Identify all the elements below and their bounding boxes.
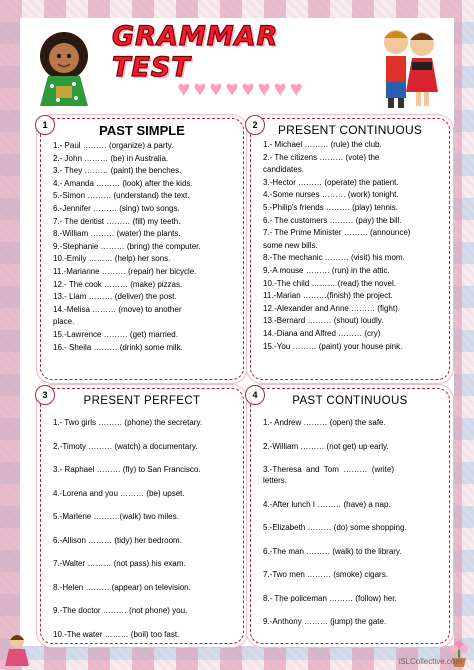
exercise-item: 6.- The customers ……… (pay) the bill. — [263, 215, 402, 225]
kids-clipart — [368, 22, 448, 110]
exercise-item: 2.- The citizens ……… (vote) the — [263, 152, 380, 162]
exercise-item: 9.-Stephanie ……… (bring) the computer. — [53, 241, 201, 251]
section-number: 1 — [35, 115, 55, 135]
exercise-item: 8.-The mechanic ……… (visit) his mom. — [263, 253, 405, 263]
hearts-row — [130, 76, 350, 102]
exercise-item: 2.-William ……… (not get) up early. — [263, 441, 389, 451]
exercise-item: 6.-Allison ……… (tidy) her bedroom. — [53, 535, 182, 545]
heart-icon: ♥ — [257, 76, 271, 101]
exercise-item: 3.-Theresa and Tom ……… (write) letters. — [263, 465, 394, 485]
exercise-item: 11.-Marian ………(finish) the project. — [263, 291, 393, 301]
girl-clipart — [28, 26, 100, 110]
exercise-item: 4.-After lunch I ……… (have) a nap. — [263, 499, 391, 509]
heart-icon: ♥ — [289, 76, 303, 101]
exercise-item: 13.-Bernard ……… (shout) loudly. — [263, 316, 384, 326]
section-number: 3 — [35, 385, 55, 405]
exercise-item: 16.- Sheila ……… (drink) some milk. — [53, 342, 183, 352]
section-past-simple — [40, 118, 244, 380]
exercise-item: 4.- Amanda ……… (look) after the kids. — [53, 178, 193, 188]
header — [20, 18, 454, 110]
heart-icon: ♥ — [177, 76, 191, 101]
exercise-item: 12.- The cook ……… (make) pizzas. — [53, 279, 183, 289]
heart-icon: ♥ — [273, 76, 287, 101]
section-present-continuous — [250, 118, 450, 380]
exercise-item: 2.- John ……… (be) in Australia. — [53, 153, 169, 163]
exercise-item: 1.- Michael ……… (rule) the club. — [263, 140, 382, 149]
exercise-item: 14.-Diana and Alfred ……… (cry) — [263, 328, 381, 338]
heart-icon: ♥ — [225, 76, 239, 101]
heart-icon: ♥ — [193, 76, 207, 101]
exercise-item: 6.-Jennifer ……… (sing) two songs. — [53, 203, 180, 213]
exercise-item: 10.-The water ……… (boil) too fast. — [53, 629, 180, 639]
exercise-list — [251, 407, 449, 627]
exercise-item: some new bills. — [263, 240, 318, 250]
exercise-item: 8.-William ……… (water) the plants. — [53, 229, 181, 239]
exercise-item: 5.-Philip's friends ……… (play) tennis. — [263, 202, 398, 212]
section-present-perfect — [40, 388, 244, 644]
watermark: iSLCollective.com — [398, 657, 462, 666]
exercise-item: 3.-Hector ……… (operate) the patient. — [263, 177, 399, 187]
section-past-continuous — [250, 388, 450, 644]
exercise-item: 8.-Helen ……… (appear) on television. — [53, 582, 191, 592]
exercise-item: 14.-Melisa ……… (move) to another — [53, 304, 182, 314]
section-title: PRESENT CONTINUOUS — [277, 123, 423, 137]
exercise-item: 7.-Two men ……… (smoke) cigars. — [263, 570, 388, 579]
exercise-item: 9.-A mouse ……… (run) in the attic. — [263, 265, 390, 275]
exercise-item: 1.- Two girls ……… (phone) the secretary. — [53, 418, 203, 427]
section-title: PRESENT PERFECT — [83, 395, 201, 407]
exercise-item: 13.- Liam ……… (deliver) the post. — [53, 292, 177, 302]
exercise-item: 8.- The policeman ……… (follow) her. — [263, 593, 397, 603]
section-number: 2 — [245, 115, 265, 135]
exercise-item: 2.-Timoty ……… (watch) a documentary. — [53, 441, 198, 451]
exercise-item: 5.-Marlene ……… (walk) two miles. — [53, 512, 179, 521]
exercise-item: 7.- The Prime Minister ……… (announce) — [263, 228, 411, 238]
exercise-item: 10.-Emily ……… (help) her sons. — [53, 254, 171, 264]
exercise-item: 5.-Simon ……… (understand) the text. — [53, 191, 190, 201]
exercise-item: 5.-Elizabeth ……… (do) some shopping. — [263, 523, 407, 532]
exercise-item: 3.- They ……… (paint) the benches. — [53, 166, 182, 176]
exercise-item: candidates. — [263, 165, 304, 175]
exercise-item: 3.- Raphael ……… (fly) to San Francisco. — [53, 465, 201, 474]
section-title: PAST SIMPLE — [99, 123, 185, 138]
exercise-item: 15.-Lawrence ……… (get) married. — [53, 329, 178, 339]
page-title: GRAMMAR TEST — [112, 21, 279, 83]
exercise-item: place. — [53, 317, 75, 327]
title-area — [112, 21, 362, 83]
exercise-list — [251, 137, 449, 353]
exercise-item: 4.-Some nurses ……… (work) tonight. — [263, 190, 399, 200]
heart-icon: ♥ — [241, 76, 255, 101]
exercise-list — [41, 407, 243, 640]
exercise-item: 7.-Walter ……… (not pass) his exam. — [53, 559, 186, 568]
section-number: 4 — [245, 385, 265, 405]
exercise-item: 6.-The man ……… (walk) to the library. — [263, 546, 402, 556]
exercise-item: 1.- Andrew ……… (open) the safe. — [263, 418, 386, 427]
exercise-item: 7.- The dentist ……… (fill) my teeth. — [53, 216, 181, 226]
exercise-item: 15.-You ……… (paint) your house pink. — [263, 341, 403, 351]
exercise-item: 12.-Alexander and Anne ……… (fight) — [263, 303, 398, 313]
doll-clipart — [2, 632, 32, 668]
worksheet — [20, 18, 454, 646]
heart-icon: ♥ — [209, 76, 223, 101]
exercise-item: 11.-Marianne ……… (repair) her bicycle. — [53, 266, 197, 276]
section-title: PAST CONTINUOUS — [292, 395, 408, 407]
exercise-list — [41, 138, 243, 354]
exercise-item: 9.-Anthony ……… (jump) the gate. — [263, 617, 387, 626]
exercise-item: 4.-Lorena and you ……… (be) upset. — [53, 488, 185, 498]
exercise-item: 1.- Paul ……… (organize) a party. — [53, 141, 174, 150]
exercise-item: 10.-The child ……… (read) the novel. — [263, 278, 396, 288]
exercise-item: 9.-The doctor ……… (not phone) you. — [53, 606, 188, 615]
